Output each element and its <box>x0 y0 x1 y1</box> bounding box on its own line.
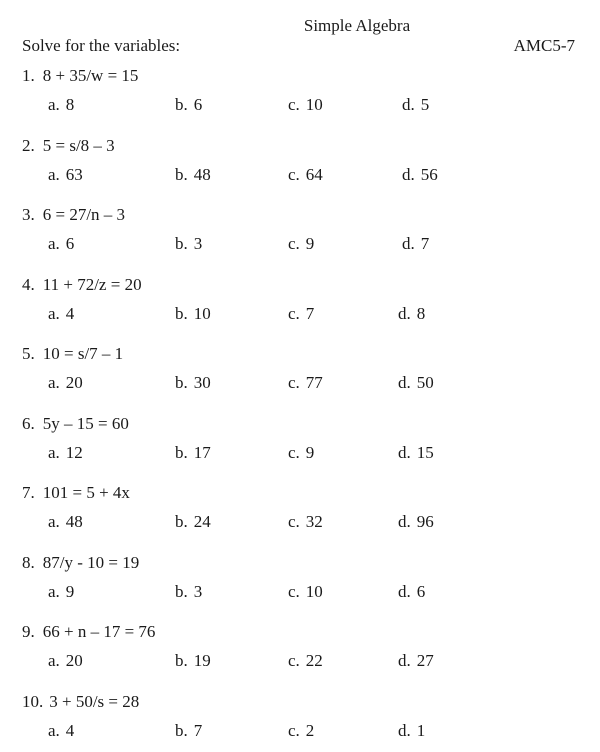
choice-a <box>48 651 83 671</box>
question <box>22 622 155 642</box>
equation: 6 = 27/n – 3 <box>42 205 126 224</box>
choice-letter: c. <box>288 165 300 184</box>
choice-value: 48 <box>65 512 83 531</box>
choice-value: 1 <box>416 721 426 740</box>
problem-6 <box>0 414 600 474</box>
equation: 3 + 50/s = 28 <box>49 692 140 711</box>
choice-letter: b. <box>175 165 188 184</box>
choice-value: 9 <box>65 582 75 601</box>
choice-letter: b. <box>175 304 188 323</box>
choice-value: 20 <box>65 651 83 670</box>
choice-value: 20 <box>65 373 83 392</box>
question-number: 10. <box>22 692 44 711</box>
choice-a <box>48 512 83 532</box>
choice-b <box>175 304 211 324</box>
question <box>22 136 115 156</box>
choice-letter: d. <box>398 304 411 323</box>
choice-value: 63 <box>65 165 83 184</box>
choice-d <box>402 95 429 115</box>
choice-d <box>398 721 425 741</box>
equation: 66 + n – 17 = 76 <box>42 622 156 641</box>
choice-value: 9 <box>305 443 315 462</box>
problem-8 <box>0 553 600 613</box>
choice-letter: d. <box>398 651 411 670</box>
choice-c <box>288 651 323 671</box>
choice-value: 48 <box>193 165 211 184</box>
choice-value: 5 <box>420 95 430 114</box>
choice-value: 17 <box>193 443 211 462</box>
problem-7 <box>0 483 600 543</box>
choice-letter: b. <box>175 721 188 740</box>
question <box>22 205 125 225</box>
choice-letter: b. <box>175 582 188 601</box>
choice-value: 12 <box>65 443 83 462</box>
choice-letter: d. <box>398 443 411 462</box>
choice-c <box>288 512 323 532</box>
question-number: 7. <box>22 483 35 502</box>
choice-b <box>175 582 202 602</box>
choice-a <box>48 721 74 741</box>
choice-d <box>402 165 438 185</box>
choice-d <box>398 651 434 671</box>
choice-letter: d. <box>398 721 411 740</box>
choice-value: 50 <box>416 373 434 392</box>
choice-c <box>288 234 314 254</box>
choice-value: 7 <box>193 721 203 740</box>
choice-letter: b. <box>175 651 188 670</box>
choice-letter: a. <box>48 512 60 531</box>
choice-letter: a. <box>48 165 60 184</box>
choice-letter: c. <box>288 304 300 323</box>
problem-1 <box>0 66 600 126</box>
choice-value: 6 <box>193 95 203 114</box>
choice-value: 7 <box>420 234 430 253</box>
choice-letter: b. <box>175 373 188 392</box>
choice-value: 9 <box>305 234 315 253</box>
choice-letter: d. <box>398 512 411 531</box>
choice-a <box>48 582 74 602</box>
choice-letter: a. <box>48 443 60 462</box>
choice-letter: c. <box>288 582 300 601</box>
choice-value: 2 <box>305 721 315 740</box>
question-number: 8. <box>22 553 35 572</box>
choice-letter: d. <box>402 234 415 253</box>
choice-letter: c. <box>288 443 300 462</box>
question <box>22 66 138 86</box>
choice-letter: a. <box>48 95 60 114</box>
choice-d <box>398 373 434 393</box>
instructions-text: Solve for the variables: <box>22 36 181 55</box>
choice-letter: c. <box>288 373 300 392</box>
choice-letter: a. <box>48 304 60 323</box>
question <box>22 553 139 573</box>
choice-letter: a. <box>48 721 60 740</box>
choice-d <box>398 512 434 532</box>
choice-value: 30 <box>193 373 211 392</box>
choice-letter: a. <box>48 582 60 601</box>
choice-value: 77 <box>305 373 323 392</box>
question <box>22 414 129 434</box>
choice-value: 4 <box>65 721 75 740</box>
equation: 5y – 15 = 60 <box>42 414 129 433</box>
choice-letter: c. <box>288 95 300 114</box>
choice-letter: d. <box>402 95 415 114</box>
choice-value: 6 <box>65 234 75 253</box>
choice-d <box>398 443 434 463</box>
choice-value: 19 <box>193 651 211 670</box>
choice-letter: d. <box>398 582 411 601</box>
problem-9 <box>0 622 600 682</box>
choice-value: 8 <box>416 304 426 323</box>
question-number: 2. <box>22 136 35 155</box>
choice-b <box>175 95 202 115</box>
problem-10 <box>0 692 600 752</box>
choice-a <box>48 234 74 254</box>
choice-value: 32 <box>305 512 323 531</box>
choice-letter: c. <box>288 234 300 253</box>
choice-b <box>175 651 211 671</box>
choice-letter: c. <box>288 512 300 531</box>
question-number: 4. <box>22 275 35 294</box>
choice-letter: a. <box>48 651 60 670</box>
choice-d <box>398 582 425 602</box>
equation: 8 + 35/w = 15 <box>42 66 139 85</box>
choice-c <box>288 582 323 602</box>
choice-a <box>48 443 83 463</box>
choice-letter: d. <box>402 165 415 184</box>
choice-c <box>288 304 314 324</box>
question <box>22 344 123 364</box>
choice-value: 56 <box>420 165 438 184</box>
choice-letter: a. <box>48 234 60 253</box>
choice-c <box>288 95 323 115</box>
choice-a <box>48 373 83 393</box>
choice-c <box>288 721 314 741</box>
choice-d <box>398 304 425 324</box>
problem-4 <box>0 275 600 335</box>
question-number: 5. <box>22 344 35 363</box>
choice-value: 96 <box>416 512 434 531</box>
choice-a <box>48 165 83 185</box>
choice-letter: b. <box>175 512 188 531</box>
choice-b <box>175 373 211 393</box>
choice-value: 4 <box>65 304 75 323</box>
equation: 87/y - 10 = 19 <box>42 553 140 572</box>
choice-value: 3 <box>193 234 203 253</box>
choice-value: 8 <box>65 95 75 114</box>
choice-value: 3 <box>193 582 203 601</box>
choice-value: 15 <box>416 443 434 462</box>
choice-b <box>175 721 202 741</box>
choice-c <box>288 373 323 393</box>
equation: 5 = s/8 – 3 <box>42 136 115 155</box>
choice-value: 10 <box>305 95 323 114</box>
choice-value: 6 <box>416 582 426 601</box>
equation: 10 = s/7 – 1 <box>42 344 124 363</box>
choice-letter: b. <box>175 95 188 114</box>
problem-3 <box>0 205 600 265</box>
choice-b <box>175 234 202 254</box>
question-number: 6. <box>22 414 35 433</box>
choice-a <box>48 95 74 115</box>
question-number: 9. <box>22 622 35 641</box>
question-number: 1. <box>22 66 35 85</box>
choice-a <box>48 304 74 324</box>
choice-value: 22 <box>305 651 323 670</box>
choice-value: 64 <box>305 165 323 184</box>
worksheet-title: Simple Algebra <box>303 16 411 35</box>
choice-value: 24 <box>193 512 211 531</box>
equation: 101 = 5 + 4x <box>42 483 130 502</box>
choice-value: 7 <box>305 304 315 323</box>
choice-letter: b. <box>175 443 188 462</box>
equation: 11 + 72/z = 20 <box>42 275 142 294</box>
choice-c <box>288 443 314 463</box>
question <box>22 692 139 712</box>
choice-letter: c. <box>288 721 300 740</box>
problem-5 <box>0 344 600 404</box>
choice-value: 10 <box>305 582 323 601</box>
question <box>22 483 130 503</box>
choice-letter: d. <box>398 373 411 392</box>
choice-b <box>175 165 211 185</box>
problem-2 <box>0 136 600 196</box>
choice-d <box>402 234 429 254</box>
choice-value: 27 <box>416 651 434 670</box>
choice-letter: a. <box>48 373 60 392</box>
question-number: 3. <box>22 205 35 224</box>
choice-value: 10 <box>193 304 211 323</box>
choice-b <box>175 443 211 463</box>
choice-letter: b. <box>175 234 188 253</box>
choice-letter: c. <box>288 651 300 670</box>
choice-c <box>288 165 323 185</box>
question <box>22 275 142 295</box>
choice-b <box>175 512 211 532</box>
worksheet-code: AMC5-7 <box>513 36 575 55</box>
